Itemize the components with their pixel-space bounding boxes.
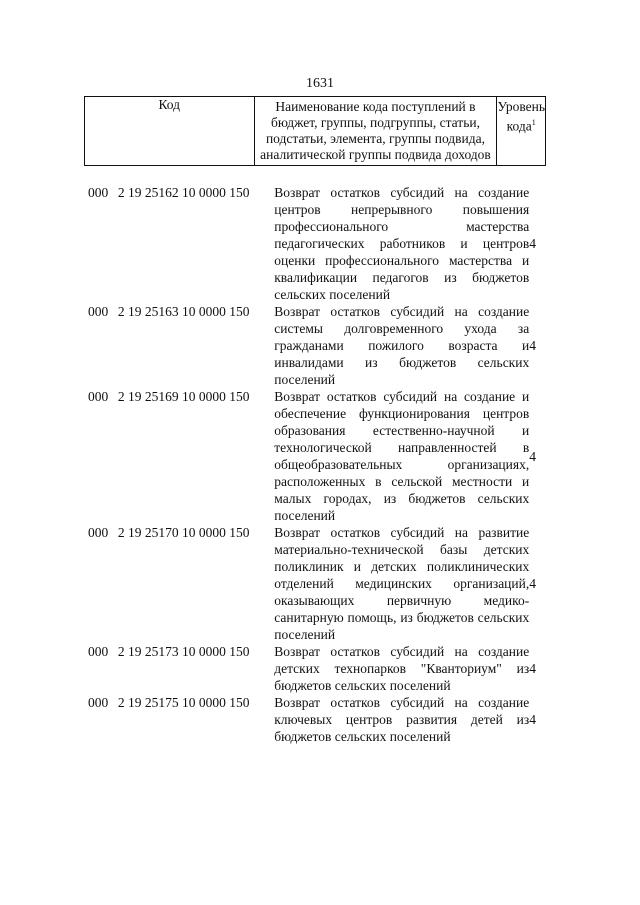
code-level: 4: [529, 712, 536, 727]
code-level: 4: [529, 338, 536, 353]
code-level: 4: [529, 661, 536, 676]
header-level-label: Уровень кода: [497, 99, 545, 134]
admin-code: 000: [88, 695, 109, 710]
table-row: [84, 303, 546, 388]
code-description: Возврат остатков субсидий на создание и обеспечение функционирования центров образования естественно-научной и технологической направленностей в общеобразовательных организациях, расположенных в сельской местности и малых городах, из бюджетов сельских поселений: [274, 389, 530, 523]
admin-code: 000: [88, 389, 109, 404]
code-description: Возврат остатков субсидий на создание системы долговременного ухода за гражданами пожилого возраста и инвалидами из бюджетов сельских поселений: [274, 304, 530, 387]
table-row: [84, 184, 546, 303]
revenue-code: 2 19 25162 10 0000 150: [117, 185, 250, 200]
revenue-code: 2 19 25173 10 0000 150: [117, 644, 250, 659]
table-row: [84, 643, 546, 694]
code-level: 4: [529, 576, 536, 591]
admin-code: 000: [88, 185, 109, 200]
revenue-code: 2 19 25170 10 0000 150: [117, 525, 250, 540]
revenue-code: 2 19 25163 10 0000 150: [117, 304, 250, 319]
revenue-code: 2 19 25175 10 0000 150: [117, 695, 250, 710]
table-row: [84, 524, 546, 643]
table-row: [84, 694, 546, 745]
table-row: [84, 388, 546, 524]
page-number: 1631: [306, 76, 334, 91]
admin-code: 000: [88, 304, 109, 319]
admin-code: 000: [88, 644, 109, 659]
header-code: Код: [85, 97, 255, 166]
code-level: 4: [529, 236, 536, 251]
revenue-code: 2 19 25169 10 0000 150: [117, 389, 250, 404]
code-description: Возврат остатков субсидий на создание детских технопарков "Кванториум" из бюджетов сельских поселений: [274, 644, 530, 693]
code-description: Возврат остатков субсидий на развитие материально-технической базы детских поликлиник и детских поликлинических отделений медицинских организаций, оказывающих первичную медико-санитарную помощь, из бюджетов сельских поселений: [274, 525, 530, 642]
code-table-body: [84, 184, 546, 745]
code-description: Возврат остатков субсидий на создание центров непрерывного повышения профессионального мастерства педагогических работников и центров оценки профессионального мастерства и квалификации педагогов из бюджетов сельских поселений: [274, 185, 530, 302]
header-level-footnote: 1: [531, 118, 536, 127]
header-name: Наименование кода поступлений в бюджет, группы, подгруппы, статьи, подстатьи, элемента, группы подвида, аналитической группы подвида доходов: [254, 97, 497, 166]
code-description: Возврат остатков субсидий на создание ключевых центров развития детей из бюджетов сельских поселений: [274, 695, 530, 744]
header-level: [497, 97, 546, 166]
table-header: [84, 96, 546, 166]
admin-code: 000: [88, 525, 109, 540]
code-level: 4: [529, 448, 536, 464]
